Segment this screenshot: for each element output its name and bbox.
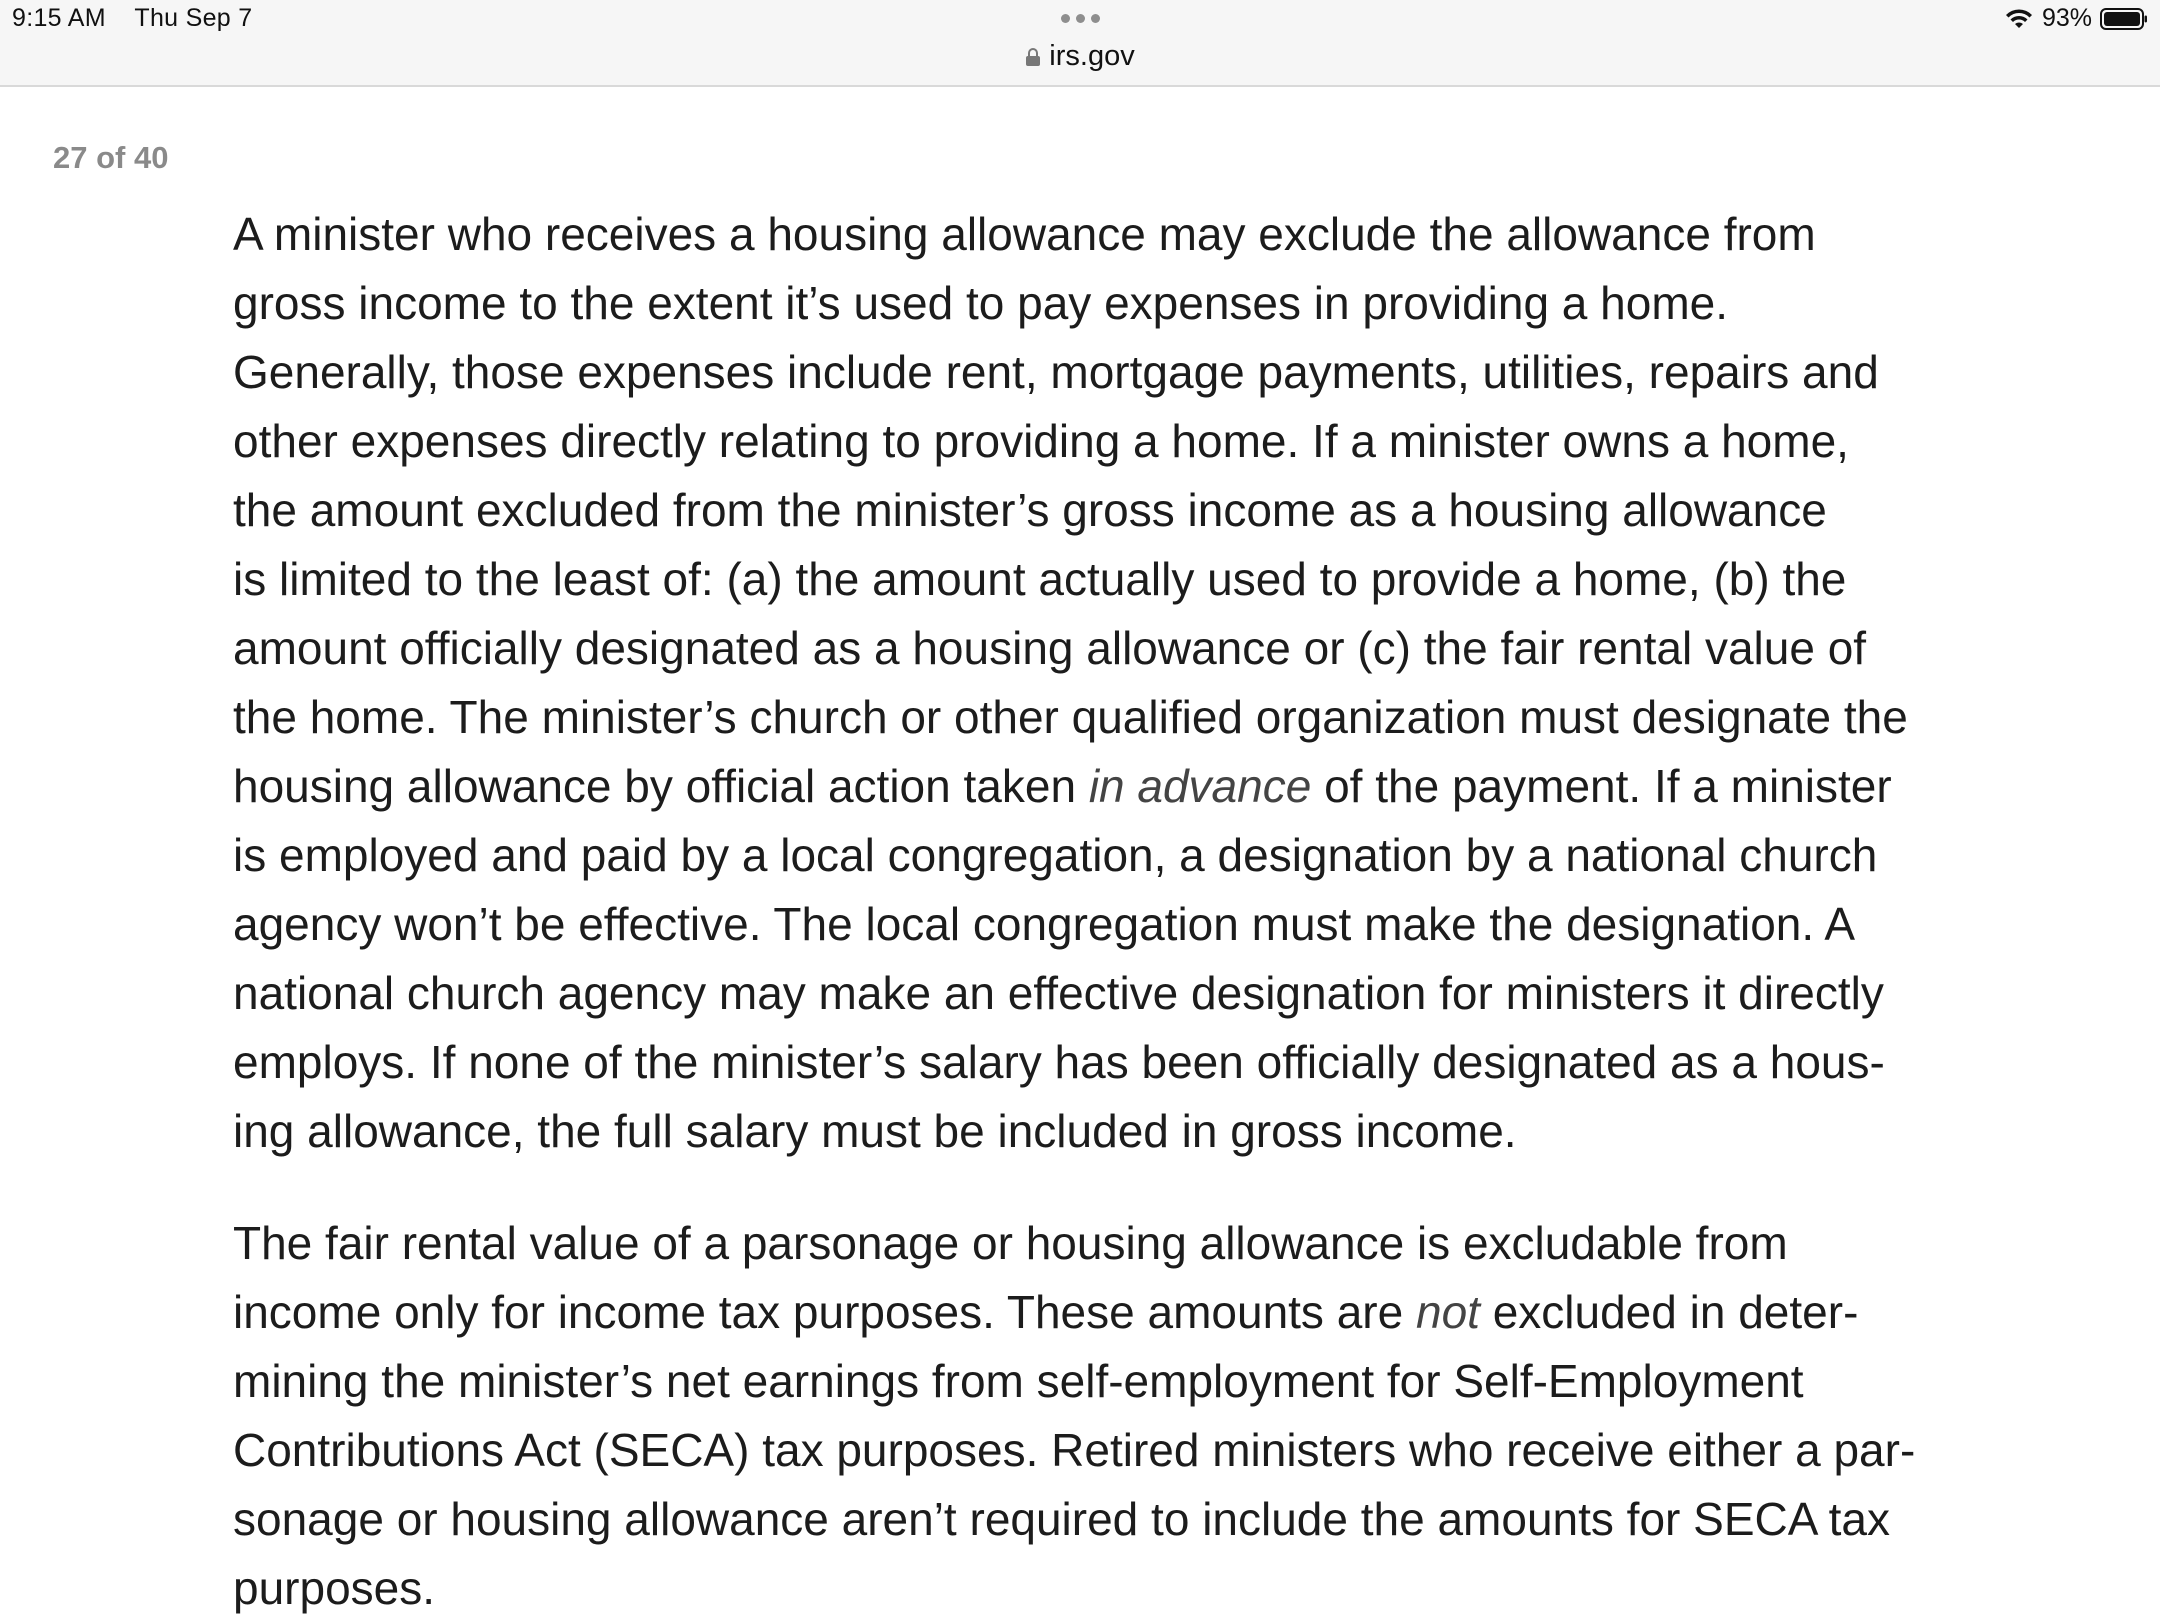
dot-icon <box>1076 14 1085 23</box>
paragraph-fair-rental-value <box>233 1209 2003 1620</box>
text-segment: housing allowance by official action taken <box>233 760 1089 812</box>
text-line: purposes. <box>233 1562 436 1614</box>
text-line: The fair rental value of a parsonage or housing allowance is excludable from <box>233 1217 1788 1269</box>
text-line: agency won’t be effective. The local congregation must make the designation. A <box>233 898 1856 950</box>
text-segment: of the payment. If a minister <box>1311 760 1892 812</box>
browser-top-bar <box>0 0 2160 87</box>
text-segment: income only for income tax purposes. These amounts are <box>233 1286 1416 1338</box>
wifi-icon <box>2004 7 2034 31</box>
document-body <box>233 200 2003 1620</box>
emphasis-text: not <box>1415 1286 1480 1338</box>
page-counter: 27 of 40 <box>53 140 169 175</box>
url-text: irs.gov <box>1049 40 1135 72</box>
text-line: A minister who receives a housing allowance may exclude the allowance from <box>233 208 1816 260</box>
text-line: the home. The minister’s church or other qualified organization must designate the <box>233 691 1908 743</box>
text-line: is employed and paid by a local congregation, a designation by a national church <box>233 829 1878 881</box>
text-line: is limited to the least of: (a) the amount actually used to provide a home, (b) the <box>233 553 1847 605</box>
address-bar-content[interactable] <box>1025 40 1134 73</box>
text-line: amount officially designated as a housing allowance or (c) the fair rental value of <box>233 622 1867 674</box>
address-bar[interactable] <box>0 40 2160 75</box>
text-line: national church agency may make an effective designation for ministers it directly <box>233 967 1884 1019</box>
status-time: 9:15 AM <box>12 4 106 32</box>
battery-percent: 93% <box>2041 4 2092 32</box>
text-line: employs. If none of the minister’s salary has been officially designated as a hous- <box>233 1036 1885 1088</box>
text-line: Contributions Act (SECA) tax purposes. Retired ministers who receive either a par- <box>233 1424 1916 1476</box>
text-line <box>233 752 2003 821</box>
paragraph-housing-allowance <box>233 200 2003 1166</box>
text-line: ing allowance, the full salary must be included in gross income. <box>233 1105 1517 1157</box>
dot-icon <box>1061 14 1070 23</box>
text-line <box>233 1278 2003 1347</box>
status-date: Thu Sep 7 <box>134 4 253 32</box>
battery-icon <box>2100 7 2148 31</box>
status-indicators <box>2004 4 2148 33</box>
text-line: sonage or housing allowance aren’t required to include the amounts for SECA tax <box>233 1493 1891 1545</box>
text-line: Generally, those expenses include rent, mortgage payments, utilities, repairs and <box>233 346 1879 398</box>
lock-icon <box>1025 47 1041 67</box>
text-line: mining the minister’s net earnings from self-employment for Self-Employment <box>233 1355 1804 1407</box>
text-line: other expenses directly relating to providing a home. If a minister owns a home, <box>233 415 1849 467</box>
dot-icon <box>1091 14 1100 23</box>
text-line: gross income to the extent it’s used to pay expenses in providing a home. <box>233 277 1729 329</box>
multitasking-dots[interactable] <box>1055 14 1105 26</box>
text-segment: excluded in deter- <box>1479 1286 1859 1338</box>
status-time-date <box>12 4 252 33</box>
emphasis-text: in advance <box>1088 760 1312 812</box>
text-line: the amount excluded from the minister’s gross income as a housing allowance <box>233 484 1827 536</box>
